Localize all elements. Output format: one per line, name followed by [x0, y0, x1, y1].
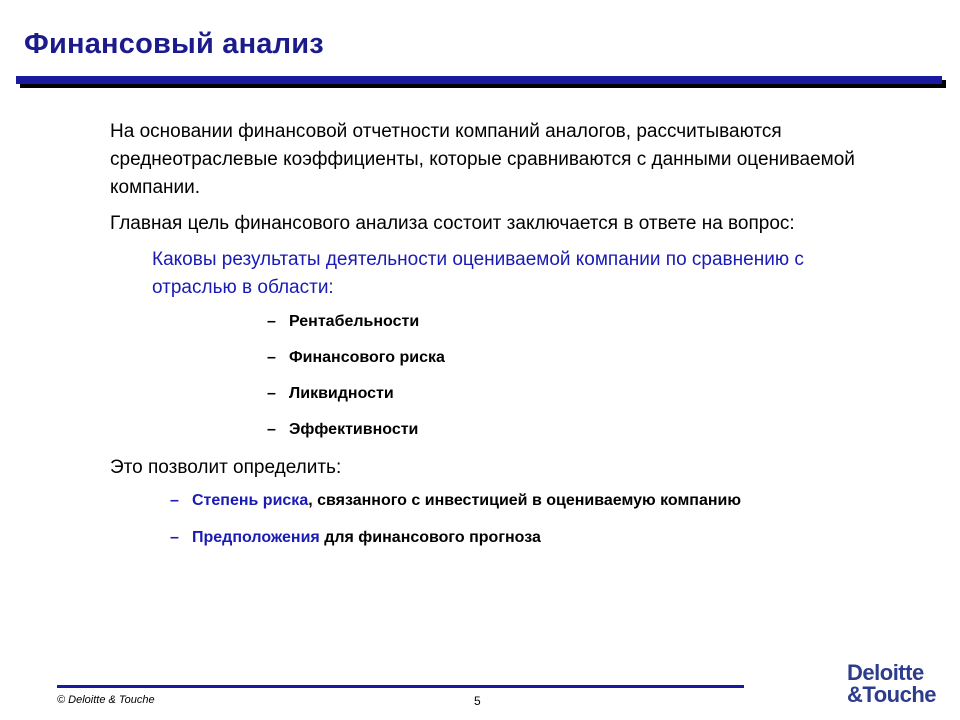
logo-line-2: &Touche: [847, 682, 936, 707]
dash-bullet: –: [170, 492, 179, 509]
title-rule: [16, 76, 942, 84]
area-label: Рентабельности: [289, 313, 420, 330]
result-text: , связанного с инвестицией в оцениваемую компанию: [308, 492, 742, 509]
analysis-areas-list: [267, 312, 870, 440]
dash-bullet: –: [267, 385, 276, 402]
list-item: [170, 490, 830, 512]
slide-body: [110, 118, 870, 564]
list-item: [267, 384, 870, 404]
area-label: Финансового риска: [289, 349, 445, 366]
conclusion-intro: Это позволит определить:: [110, 457, 342, 478]
area-label: Эффективности: [289, 421, 419, 438]
dash-bullet: –: [267, 313, 276, 330]
dash-bullet: –: [267, 349, 276, 366]
intro-paragraph: На основании финансовой отчетности компаний аналогов, рассчитываются среднеотраслевые коэффициенты, которые сравниваются с данными оцениваемой компании.: [110, 121, 855, 198]
results-list: [170, 490, 830, 549]
dash-bullet: –: [170, 529, 179, 546]
result-highlight: Степень риска: [192, 492, 309, 509]
goal-paragraph: Главная цель финансового анализа состоит заключается в ответе на вопрос:: [110, 213, 795, 234]
logo-line-1: Deloitte: [847, 660, 924, 685]
result-text: для финансового прогноза: [319, 529, 541, 546]
key-question: Каковы результаты деятельности оцениваемой компании по сравнению с отраслью в области:: [152, 249, 804, 298]
page-number: 5: [474, 694, 481, 708]
area-label: Ликвидности: [289, 385, 394, 402]
list-item: [267, 420, 870, 440]
list-item: [267, 348, 870, 368]
list-item: [170, 527, 830, 549]
dash-bullet: –: [267, 421, 276, 438]
result-highlight: Предположения: [192, 529, 320, 546]
copyright-notice: © Deloitte & Touche: [57, 694, 155, 706]
slide-title: Финансовый анализ: [24, 28, 324, 60]
deloitte-touche-logo: [847, 662, 936, 706]
footer-rule: [57, 685, 744, 688]
list-item: [267, 312, 870, 332]
